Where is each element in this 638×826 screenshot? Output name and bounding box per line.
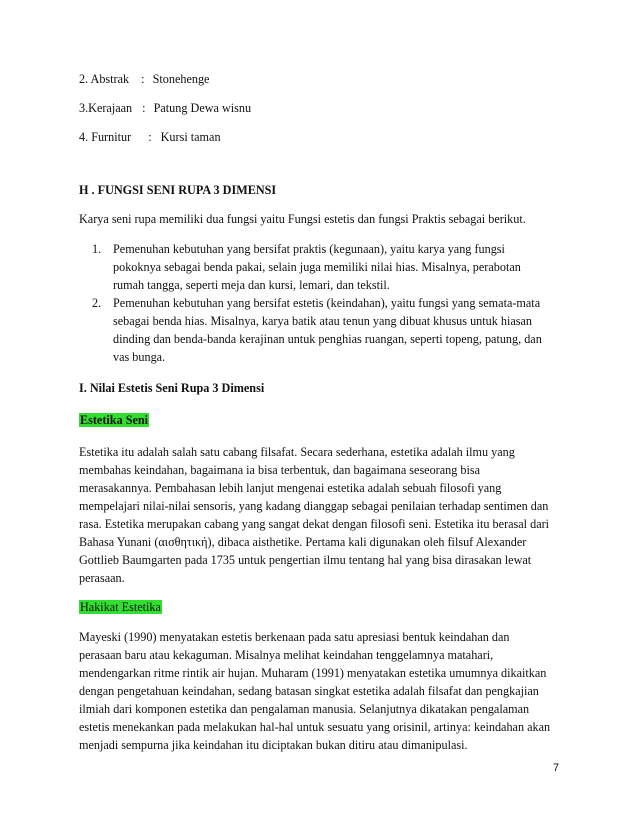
list-item-line: sebagai benda hias. Misalnya, karya batik atau tenun yang dibuat khusus untuk hiasan xyxy=(113,314,533,328)
list-item xyxy=(79,101,251,116)
subheading-estetika-seni xyxy=(79,413,149,428)
list-item xyxy=(79,72,209,87)
paragraph-line: Estetika itu adalah salah satu cabang filsafat. Secara sederhana, estetika adalah ilmu yang xyxy=(79,445,515,459)
section-heading-i: I. Nilai Estetis Seni Rupa 3 Dimensi xyxy=(79,381,265,395)
paragraph-line: ilmiah dari komponen estetika dan pengalaman manusia. Selanjutnya dikatakan pengalaman xyxy=(79,702,530,716)
list-item-line: dinding dan benda-banda kerajinan untuk penghias ruangan, seperti topeng, patung, dan xyxy=(113,332,542,346)
list-label: 2. Abstrak xyxy=(79,72,130,86)
paragraph-line: mendengarkan ritme rintik air hujan. Muharam (1991) menyatakan estetika umumnya dikaitkan xyxy=(79,666,547,680)
paragraph-line: Gottlieb Baumgarten pada 1735 untuk pengertian ilmu tentang hal yang bisa dirasakan lewat xyxy=(79,553,532,567)
highlight: Estetika Seni xyxy=(80,413,149,427)
paragraph-line: rasa. Estetika merupakan cabang yang sangat dekat dengan filosofi seni. Estetika itu berasal dari xyxy=(79,517,550,531)
paragraph-line: menjadi sempurna jika keindahan itu diciptakan bukan ditiru atau dimanipulasi. xyxy=(79,738,468,752)
list-item-line: vas bunga. xyxy=(113,350,166,364)
list-value: Stonehenge xyxy=(152,72,210,86)
paragraph-line: perasaan baru atau kekaguman. Misalnya melihat keindahan tenggelamnya matahari, xyxy=(79,648,494,662)
list-item-line: pokoknya sebagai benda pakai, selain juga memiliki nilai hias. Misalnya, perabotan xyxy=(113,260,521,274)
subheading-hakikat-estetika xyxy=(79,600,162,615)
list-separator: : xyxy=(141,72,145,86)
paragraph-line: mempelajari nilai-nilai sensoris, yang kadang dianggap sebagai penilaian terhadap sentimen dan xyxy=(79,499,549,513)
list-separator: : xyxy=(142,101,146,115)
paragraph-line: estetis menekankan pada melakukan hal-hal untuk sesuatu yang orisinil, artinya: keindahan akan xyxy=(79,720,551,734)
paragraph-line: Mayeski (1990) menyatakan estetis berkenaan pada satu apresiasi bentuk keindahan dan xyxy=(79,630,510,644)
list-item-line: Pemenuhan kebutuhan yang bersifat praktis (kegunaan), yaitu karya yang fungsi xyxy=(113,242,505,256)
list-label: 4. Furnitur xyxy=(79,130,132,144)
paragraph-line: merasakannya. Pembahasan lebih lanjut mengenai estetika adalah sebuah filosofi yang xyxy=(79,481,502,495)
page-number: 7 xyxy=(553,762,560,774)
list-number: 2. xyxy=(92,296,102,310)
section-heading-h: H . FUNGSI SENI RUPA 3 DIMENSI xyxy=(79,183,277,197)
paragraph-line: perasaan. xyxy=(79,571,125,585)
list-item-line: Pemenuhan kebutuhan yang bersifat estetis (keindahan), yaitu fungsi yang semata-mata xyxy=(113,296,541,310)
paragraph-line: Bahasa Yunani (αισθητική), dibaca aisthetike. Pertama kali digunakan oleh filsuf Alexander xyxy=(79,535,527,549)
list-item-line: rumah tangga, seperti meja dan kursi, lemari, dan tekstil. xyxy=(113,278,390,292)
list-value: Patung Dewa wisnu xyxy=(153,101,252,115)
list-value: Kursi taman xyxy=(160,130,221,144)
paragraph-line: membahas keindahan, bagaimana ia bisa terbentuk, dan bagaimana seseorang bisa xyxy=(79,463,481,477)
paragraph-line: dengan pengetahuan keindahan, sedang batasan singkat estetika adalah filsafat dan pengkajian xyxy=(79,684,539,698)
highlight: Hakikat Estetika xyxy=(80,600,161,614)
list-item xyxy=(79,130,221,145)
list-label: 3.Kerajaan xyxy=(79,101,133,115)
list-separator: : xyxy=(148,130,152,144)
section-h-intro: Karya seni rupa memiliki dua fungsi yaitu Fungsi estetis dan fungsi Praktis sebagai berikut. xyxy=(79,212,526,226)
list-number: 1. xyxy=(92,242,102,256)
